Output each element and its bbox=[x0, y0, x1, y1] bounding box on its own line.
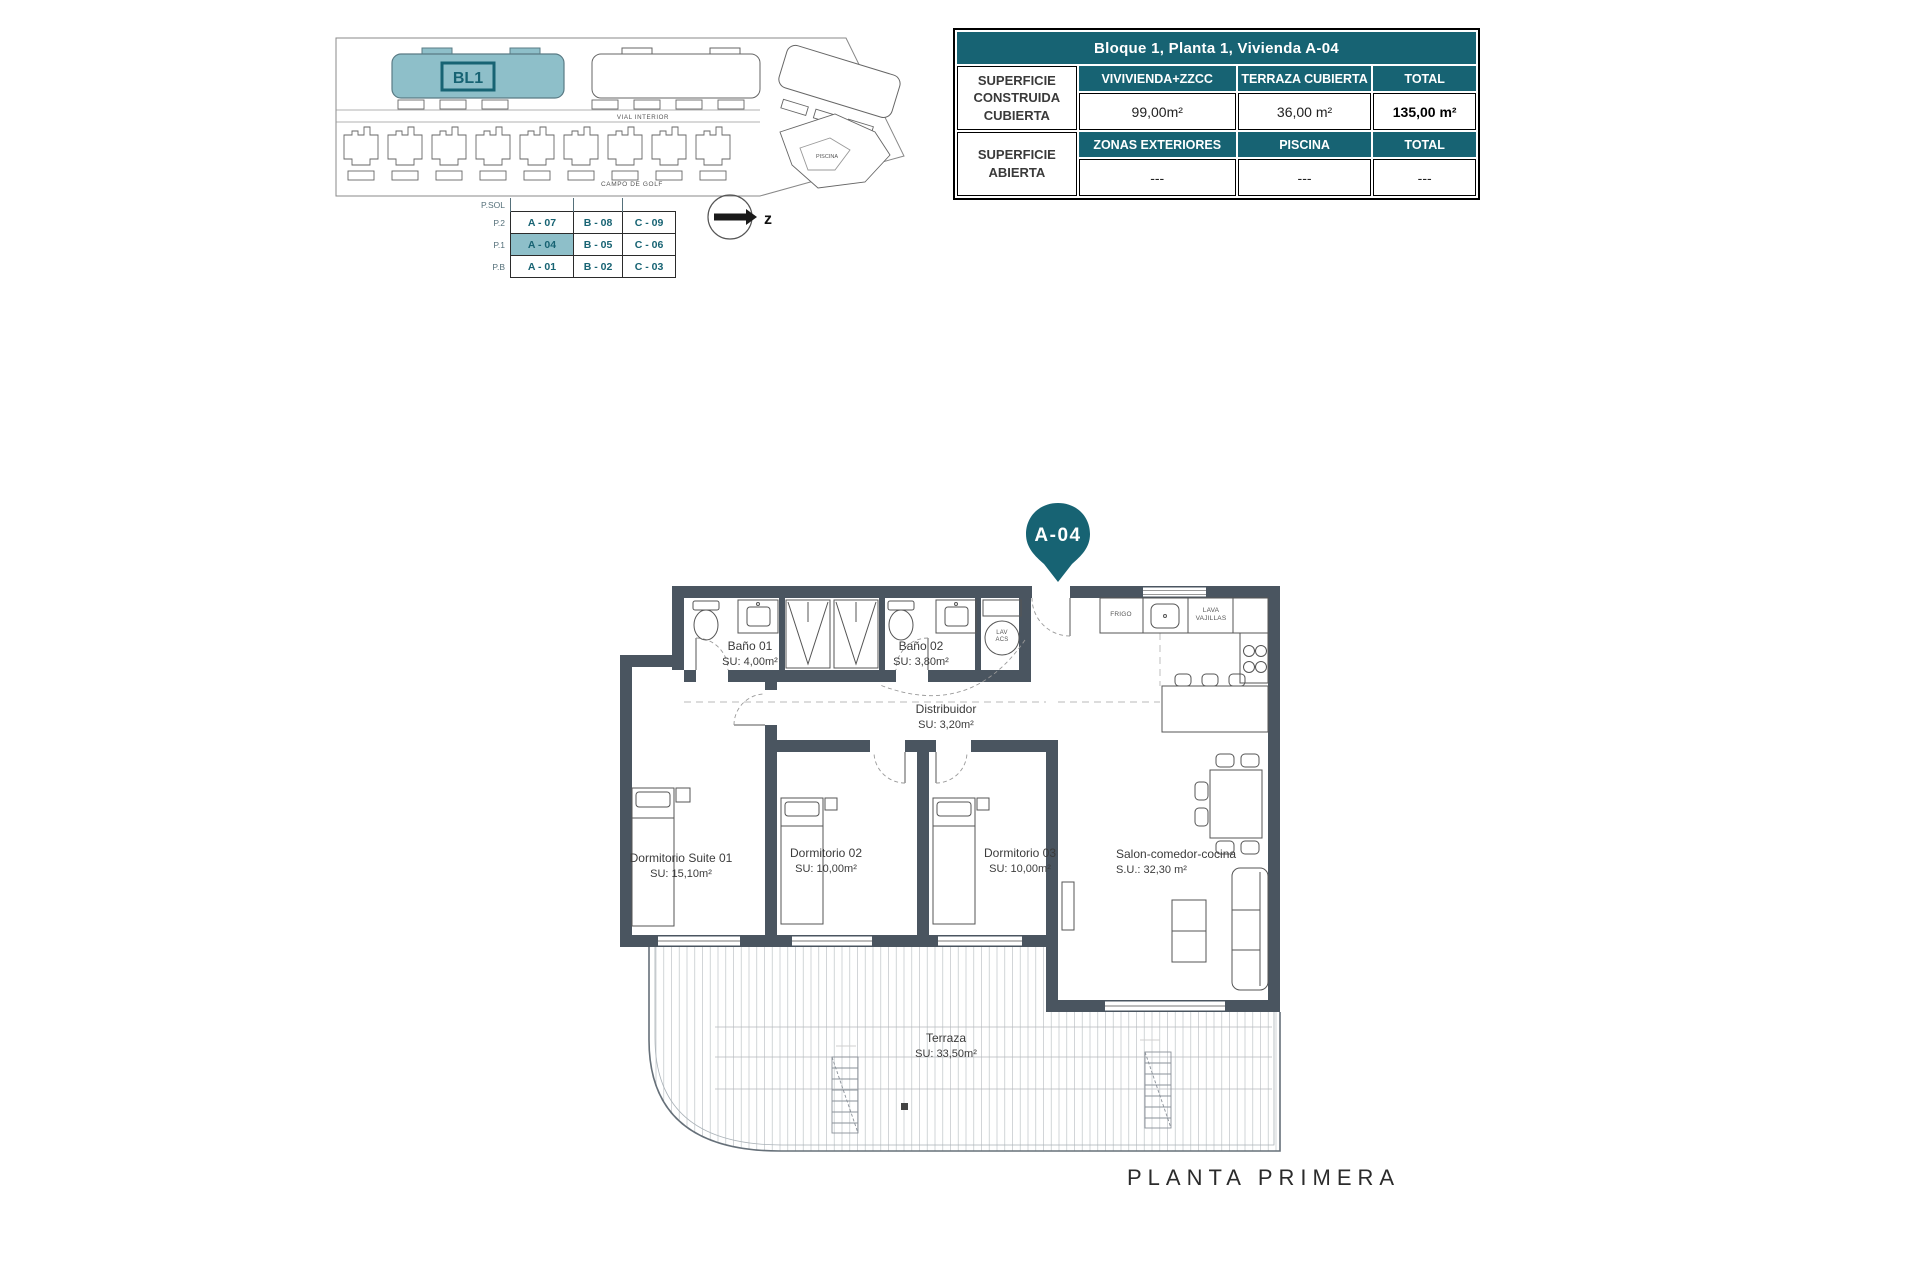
floor-label: P.B bbox=[492, 261, 505, 272]
room-label-bano-02 bbox=[893, 639, 949, 669]
room-label-dormitorio-03 bbox=[984, 846, 1056, 876]
value-piscina: --- bbox=[1238, 159, 1372, 196]
room-label-salon bbox=[1116, 847, 1236, 877]
unit-cell-b02: B - 02 bbox=[574, 256, 623, 278]
sofa bbox=[1232, 868, 1268, 990]
north-arrow bbox=[700, 188, 795, 246]
room-name: Baño 02 bbox=[898, 639, 944, 653]
col-zonas-exteriores: ZONAS EXTERIORES bbox=[1079, 132, 1236, 157]
water-heater-label-line2: ACS bbox=[995, 637, 1009, 644]
bathroom-2-fixtures bbox=[888, 600, 976, 640]
bed-dorm3 bbox=[933, 798, 989, 924]
room-label-dormitorio-suite-01 bbox=[630, 851, 733, 881]
house-row bbox=[344, 127, 730, 165]
room-label-dormitorio-02 bbox=[790, 846, 862, 876]
road-label: VIAL INTERIOR bbox=[616, 114, 670, 121]
walls bbox=[620, 586, 1280, 1012]
col-total-1: TOTAL bbox=[1373, 66, 1476, 91]
plan-title: PLANTA PRIMERA bbox=[1127, 1165, 1401, 1190]
unit-cell-a04-highlighted: A - 04 bbox=[511, 234, 574, 256]
group-label-construida: SUPERFICIE CONSTRUIDA CUBIERTA bbox=[957, 66, 1077, 130]
unit-pin-label: A-04 bbox=[1034, 525, 1082, 546]
water-heater bbox=[983, 600, 1021, 655]
tick bbox=[574, 198, 623, 212]
dishwasher-label-line2: VAJILLAS bbox=[1195, 614, 1227, 622]
room-name: Salon-comedor-cocina bbox=[1116, 847, 1237, 861]
unit-cell-c06: C - 06 bbox=[623, 234, 676, 256]
col-total-2: TOTAL bbox=[1373, 132, 1476, 157]
sideboard bbox=[1062, 882, 1074, 930]
dining-set bbox=[1195, 754, 1262, 854]
pool-building bbox=[780, 114, 890, 188]
interior-road bbox=[336, 110, 760, 122]
terrace-marker bbox=[901, 1103, 908, 1110]
golf-label: CAMPO DE GOLF bbox=[601, 181, 663, 188]
unit-cell-c09: C - 09 bbox=[623, 212, 676, 234]
unit-row-pb bbox=[478, 256, 676, 278]
louvre-symbol bbox=[832, 1052, 1171, 1133]
unit-cell-b08: B - 08 bbox=[574, 212, 623, 234]
room-area: SU: 3,80m² bbox=[893, 655, 949, 668]
block-bl1 bbox=[392, 48, 564, 98]
neighbor-block bbox=[592, 48, 760, 98]
site-plan bbox=[330, 30, 910, 200]
unit-matrix-header-row bbox=[478, 198, 676, 212]
room-name: Distribuidor bbox=[915, 702, 977, 716]
dishwasher-label bbox=[1196, 607, 1227, 623]
water-heater-label bbox=[996, 630, 1009, 644]
microtext-mark bbox=[836, 1040, 1160, 1046]
room-name: Baño 01 bbox=[727, 639, 773, 653]
room-area: SU: 33,50m² bbox=[915, 1047, 977, 1060]
unit-row-p2 bbox=[478, 212, 676, 234]
floor-label: P.1 bbox=[493, 239, 505, 250]
pool-label: PISCINA bbox=[815, 154, 839, 160]
unit-cell-a07: A - 07 bbox=[511, 212, 574, 234]
room-label-terraza bbox=[915, 1031, 977, 1061]
room-label-bano-01 bbox=[722, 639, 778, 669]
col-terraza-cubierta: TERRAZA CUBIERTA bbox=[1238, 66, 1372, 91]
surface-table bbox=[953, 28, 1480, 200]
value-zonas: --- bbox=[1079, 159, 1236, 196]
parking-row-lower bbox=[348, 171, 726, 180]
cooktop bbox=[1244, 646, 1267, 673]
north-label: z bbox=[764, 211, 772, 228]
col-piscina: PISCINA bbox=[1238, 132, 1372, 157]
room-name: Dormitorio 03 bbox=[983, 846, 1057, 860]
group-label-abierta: SUPERFICIE ABIERTA bbox=[957, 132, 1077, 196]
room-label-distribuidor bbox=[916, 702, 977, 732]
surface-table-title: Bloque 1, Planta 1, Vivienda A-04 bbox=[957, 32, 1476, 64]
room-area: S.U.: 32,30 m² bbox=[1116, 863, 1187, 876]
room-name: Terraza bbox=[925, 1031, 966, 1045]
wardrobes bbox=[786, 600, 878, 668]
room-name: Dormitorio Suite 01 bbox=[629, 851, 733, 865]
unit-cell-c03: C - 03 bbox=[623, 256, 676, 278]
room-area: SU: 3,20m² bbox=[918, 718, 974, 731]
floor-label: P.2 bbox=[493, 217, 505, 228]
value-total-1: 135,00 m² bbox=[1373, 93, 1476, 130]
room-area: SU: 10,00m² bbox=[989, 862, 1051, 875]
water-heater-label-line1: LAV bbox=[996, 630, 1008, 636]
dishwasher-label-line1: LAVA bbox=[1202, 607, 1220, 614]
unit-row-p1 bbox=[478, 234, 676, 256]
psol-header: P.SOL bbox=[481, 199, 505, 210]
unit-cell-a01: A - 01 bbox=[511, 256, 574, 278]
room-area: SU: 4,00m² bbox=[722, 655, 778, 668]
unit-pin bbox=[1022, 500, 1094, 586]
room-area: SU: 10,00m² bbox=[795, 862, 857, 875]
value-total-2: --- bbox=[1373, 159, 1476, 196]
tick bbox=[623, 198, 676, 212]
room-name: Dormitorio 02 bbox=[789, 846, 863, 860]
tick bbox=[511, 198, 574, 212]
room-area: SU: 15,10m² bbox=[650, 867, 712, 880]
fridge-label: FRIGO bbox=[1110, 611, 1132, 618]
bathroom-1-fixtures bbox=[693, 600, 778, 640]
coffee-table bbox=[1172, 900, 1206, 962]
unit-cell-b05: B - 05 bbox=[574, 234, 623, 256]
value-terraza: 36,00 m² bbox=[1238, 93, 1372, 130]
bl1-label: BL1 bbox=[452, 70, 484, 87]
value-vivienda: 99,00m² bbox=[1079, 93, 1236, 130]
col-vivienda-zzcc: VIVIVIENDA+ZZCC bbox=[1079, 66, 1236, 91]
unit-matrix bbox=[478, 198, 676, 278]
